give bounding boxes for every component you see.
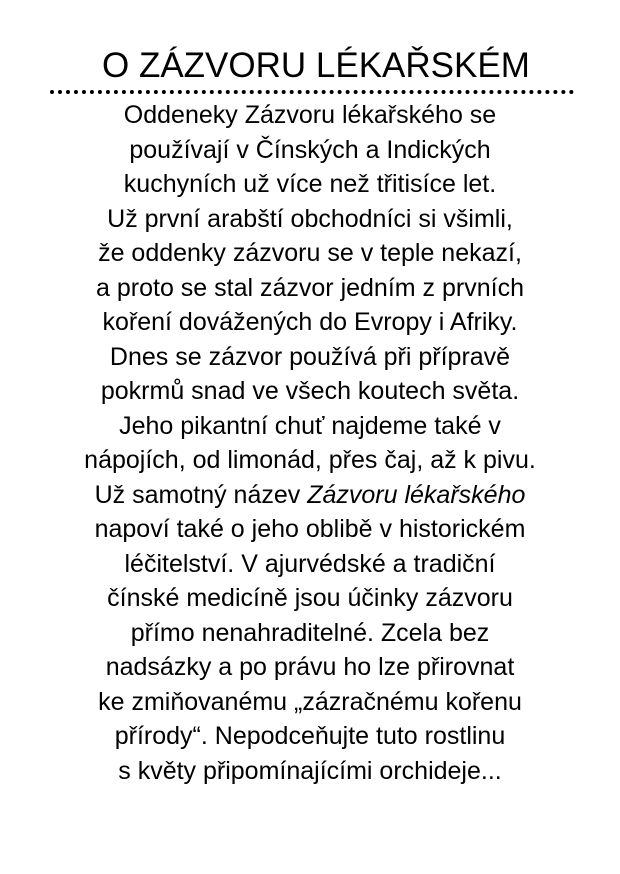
text-line: Už první arabští obchodníci si všimli, bbox=[107, 204, 513, 233]
text-line: že oddenky zázvoru se v teple nekazí, bbox=[98, 239, 522, 267]
text-line: léčitelství. V ajurvédské a tradiční bbox=[124, 549, 496, 578]
text-segment: Už samotný název bbox=[94, 480, 308, 509]
text-line-mixed bbox=[0, 478, 620, 513]
text-line: nadsázky a po právu ho lze přirovnat bbox=[105, 653, 515, 681]
text-line: Jeho pikantní chuť najdeme také v bbox=[119, 411, 501, 440]
text-line: a proto se stal zázvor jedním z prvních bbox=[96, 273, 524, 302]
text-line: koření dovážených do Evropy i Afriky. bbox=[102, 308, 518, 336]
text-line: nápojích, od limonád, přes čaj, až k pivu. bbox=[84, 446, 536, 474]
text-line: používají v Čínských a Indických bbox=[129, 135, 491, 164]
text-line: přírody“. Nepodceňujte tuto rostlinu bbox=[114, 722, 506, 750]
document-title: O ZÁZVORU LÉKAŘSKÉM bbox=[102, 46, 530, 85]
text-line: kuchyních už více než třitisíce let. bbox=[123, 170, 497, 198]
text-line: Dnes se zázvor používá při přípravě bbox=[109, 342, 511, 371]
text-line: Oddeneky Zázvoru lékařského se bbox=[123, 101, 497, 129]
text-line: přímo nenahraditelné. Zcela bez bbox=[130, 618, 490, 647]
title-dotted-divider bbox=[50, 90, 574, 94]
body-text bbox=[0, 98, 620, 788]
text-line: ke zmiňovanému „zázračnému kořenu bbox=[98, 687, 522, 716]
italic-plant-name: Zázvoru lékařského bbox=[307, 480, 526, 509]
text-line: napoví také o jeho oblibě v historickém bbox=[94, 515, 526, 543]
text-line: pokrmů snad ve všech koutech světa. bbox=[100, 377, 520, 405]
text-line: čínské medicíně jsou účinky zázvoru bbox=[107, 584, 513, 612]
text-line: s květy připomínajícími orchideje... bbox=[118, 756, 502, 785]
